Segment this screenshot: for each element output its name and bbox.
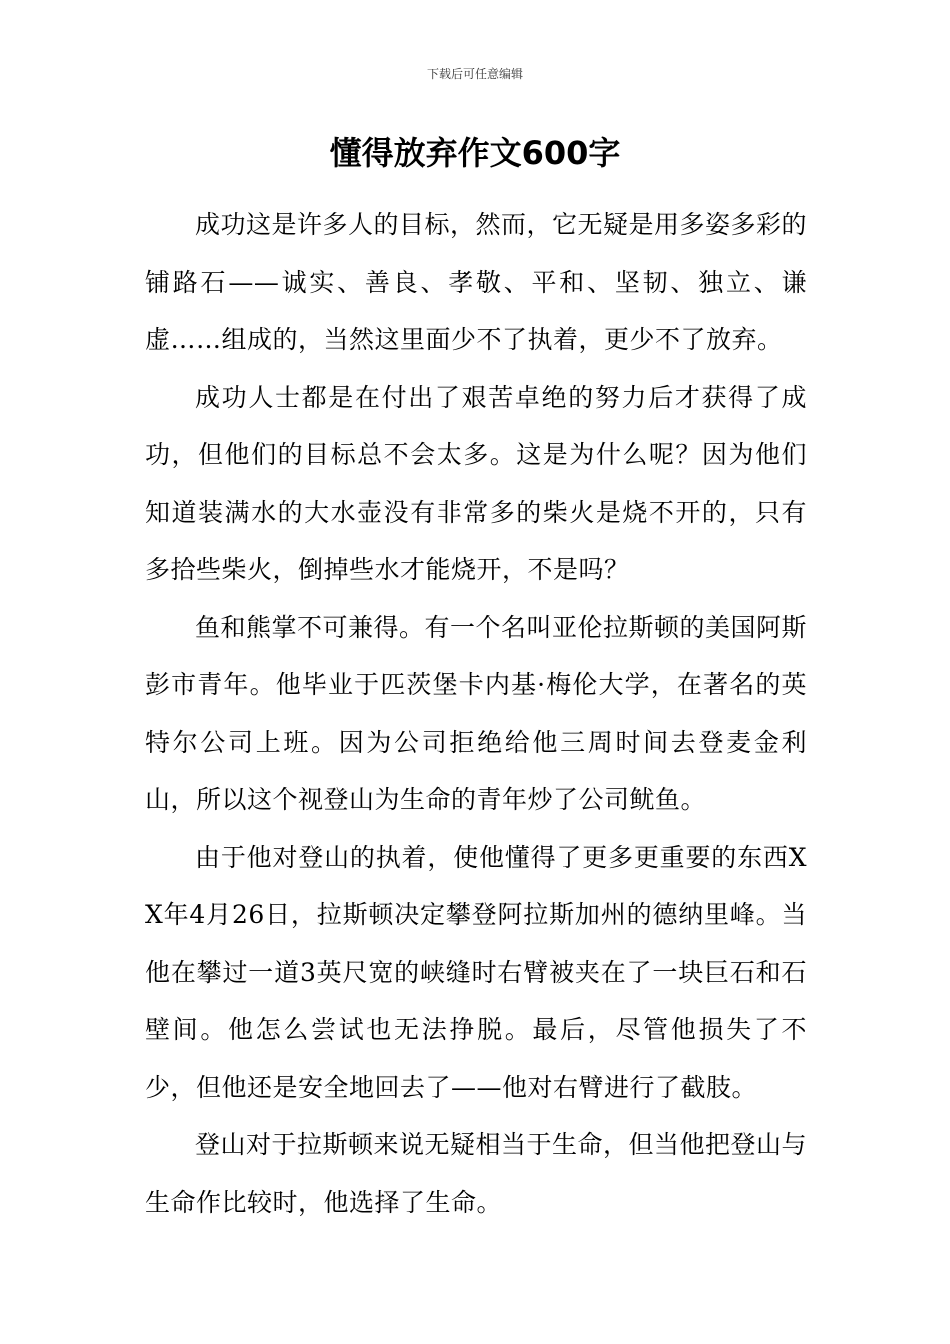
paragraph: 登山对于拉斯顿来说无疑相当于生命，但当他把登山与生命作比较时，他选择了生命。 xyxy=(145,1130,808,1217)
paragraph: 鱼和熊掌不可兼得。有一个名叫亚伦拉斯顿的美国阿斯彭市青年。他毕业于匹茨堡卡内基·梅伦大学，在著名的英特尔公司上班。因为公司拒绝给他三周时间去登麦金利山，所以这个视登山为生命的青年炒了公司鱿鱼。 xyxy=(145,612,808,814)
document-body xyxy=(145,196,807,1231)
paragraph: 成功这是许多人的目标，然而，它无疑是用多姿多彩的铺路石——诚实、善良、孝敬、平和、坚韧、独立、谦虚……组成的，当然这里面少不了执着，更少不了放弃。 xyxy=(145,210,808,354)
paragraph: 成功人士都是在付出了艰苦卓绝的努力后才获得了成功，但他们的目标总不会太多。这是为什么呢？因为他们知道装满水的大水壶没有非常多的柴火是烧不开的，只有多拾些柴火，倒掉些水才能烧开，不是吗？ xyxy=(145,382,807,584)
header-note: 下载后可任意编辑 xyxy=(426,67,523,81)
document-title: 懂得放弃作文600字 xyxy=(329,134,621,172)
paragraph: 由于他对登山的执着，使他懂得了更多更重要的东西XX年4月26日，拉斯顿决定攀登阿拉斯加州的德纳里峰。当他在攀过一道3英尺宽的峡缝时右臂被夹在了一块巨石和石壁间。他怎么尝试也无法挣脱。最后，尽管他损失了不少，但他还是安全地回去了——他对右臂进行了截肢。 xyxy=(145,842,807,1102)
